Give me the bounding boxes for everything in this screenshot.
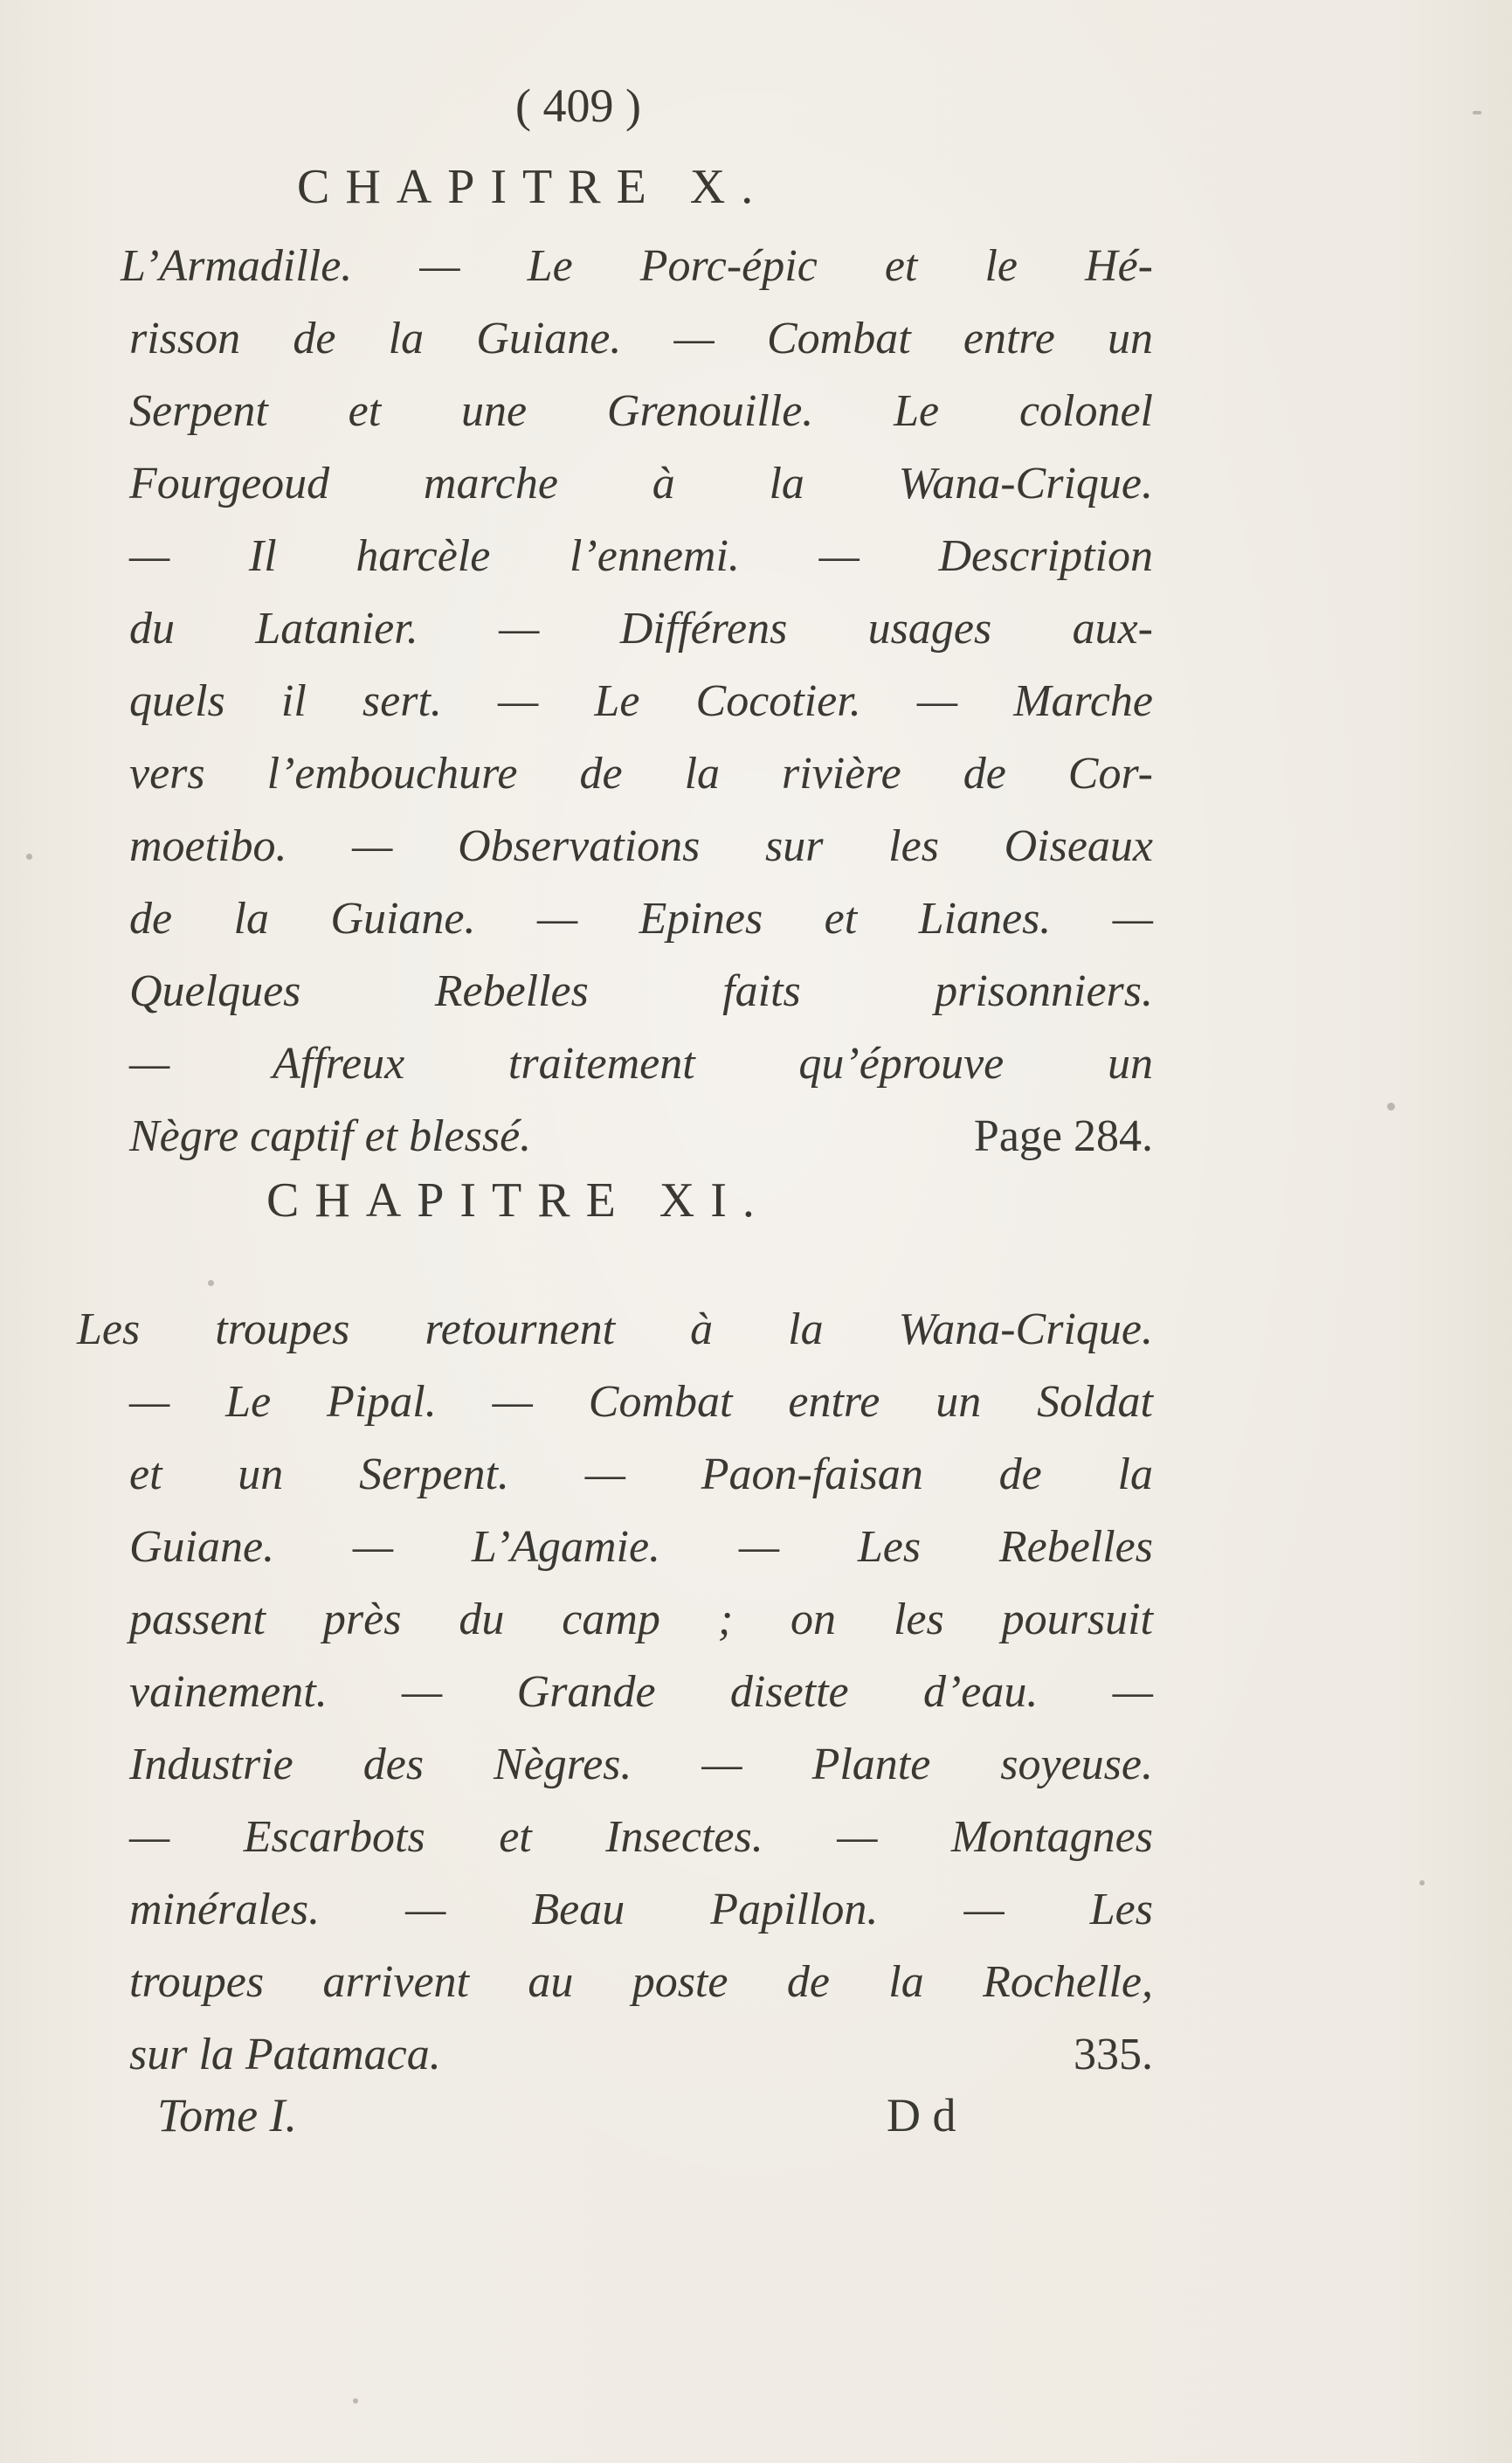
paper-speck (1387, 1103, 1395, 1110)
chapter-xi-line: Les troupes retournent à la Wana-Crique. (77, 1304, 1153, 1354)
chapter-x-last-line (129, 1100, 1153, 1173)
chapter-xi-summary (77, 1293, 1153, 2091)
chapter-x-line: de la Guiane. — Epines et Lianes. — (129, 894, 1153, 944)
signature-mark: D d (887, 2089, 956, 2141)
paper-speck (1419, 1880, 1425, 1885)
chapter-x-line: Nègre captif et blessé. (129, 1111, 532, 1161)
paper-speck (353, 2398, 358, 2404)
paper-speck (208, 1280, 214, 1286)
chapter-xi-line: Guiane. — L’Agamie. — Les Rebelles (129, 1522, 1153, 1572)
paper-speck (26, 854, 32, 860)
volume-label: Tome I. (157, 2089, 298, 2141)
chapter-xi-last-line (129, 2018, 1153, 2091)
page-number: ( 409 ) (515, 80, 641, 132)
chapter-x-line: quels il sert. — Le Cocotier. — Marche (129, 676, 1153, 726)
chapter-x-line: — Il harcèle l’ennemi. — Description (129, 531, 1153, 581)
chapter-x-line: — Affreux traitement qu’éprouve un (129, 1039, 1153, 1089)
chapter-xi-line: minérales. — Beau Papillon. — Les (129, 1885, 1153, 1934)
paper-speck (1473, 111, 1481, 114)
chapter-xi-heading: CHAPITRE XI. (266, 1173, 770, 1228)
chapter-xi-line: sur la Patamaca. (129, 2030, 441, 2079)
chapter-xi-page-ref: 335. (1074, 2030, 1153, 2079)
chapter-x-line: risson de la Guiane. — Combat entre un (129, 314, 1153, 363)
chapter-x-summary (121, 230, 1153, 1173)
chapter-x-heading: CHAPITRE X. (297, 160, 770, 214)
chapter-x-line: du Latanier. — Différens usages aux- (129, 604, 1153, 654)
chapter-xi-line: troupes arrivent au poste de la Rochelle, (129, 1957, 1153, 2007)
chapter-xi-line: vainement. — Grande disette d’eau. — (129, 1667, 1153, 1717)
chapter-x-line: vers l’embouchure de la rivière de Cor- (129, 749, 1153, 799)
chapter-xi-line: — Le Pipal. — Combat entre un Soldat (129, 1377, 1153, 1427)
chapter-x-line: L’Armadille. — Le Porc-épic et le Hé- (121, 241, 1153, 291)
chapter-x-line: Fourgeoud marche à la Wana-Crique. (129, 459, 1153, 509)
chapter-x-line: Serpent et une Grenouille. Le colonel (129, 386, 1153, 436)
chapter-xi-line: Industrie des Nègres. — Plante soyeuse. (129, 1740, 1153, 1789)
chapter-xi-line: — Escarbots et Insectes. — Montagnes (129, 1812, 1153, 1862)
chapter-x-line: moetibo. — Observations sur les Oiseaux (129, 821, 1153, 871)
chapter-xi-line: passent près du camp ; on les poursuit (129, 1595, 1153, 1644)
chapter-xi-line: et un Serpent. — Paon-faisan de la (129, 1449, 1153, 1499)
chapter-x-page-ref: Page 284. (973, 1111, 1153, 1161)
chapter-x-line: Quelques Rebelles faits prisonniers. (129, 966, 1153, 1016)
